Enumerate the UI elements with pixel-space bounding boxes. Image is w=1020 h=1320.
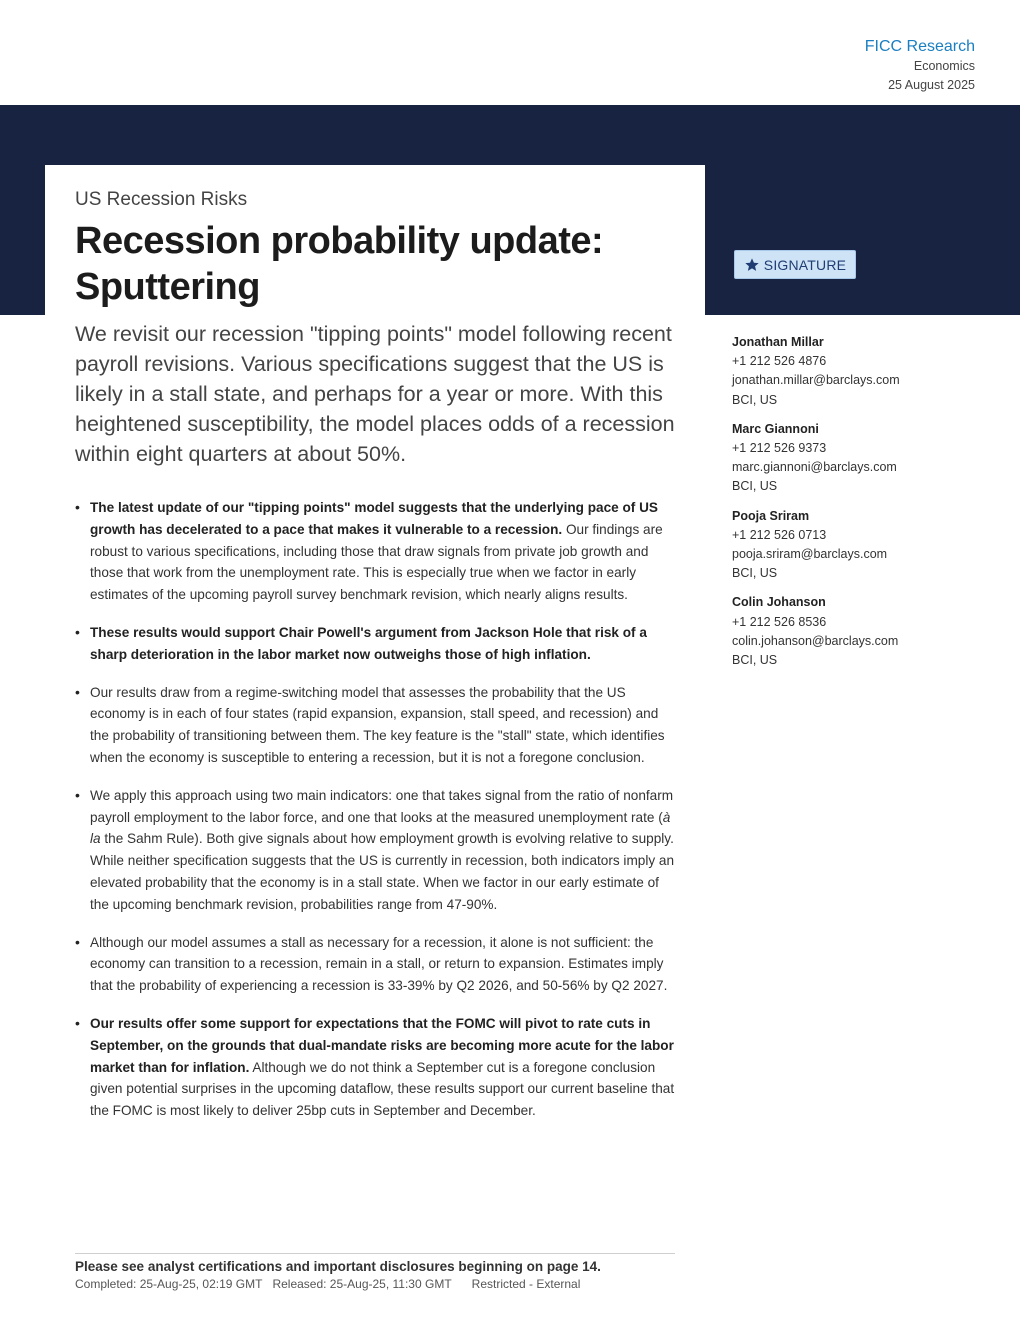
analyst-entity: BCI, US [732, 566, 778, 581]
analyst-name: Pooja Sriram [732, 508, 810, 523]
footer-divider [75, 1253, 675, 1254]
key-point-italic: à la [90, 809, 671, 847]
disclosure-note: Please see analyst certifications and important disclosures beginning on page 14. [75, 1259, 601, 1274]
key-point-text: Although our model assumes a stall as necessary for a recession, it alone is not sufficient: the economy can transition to a recession, remain in a stall, or return to expansion. Estimates imply that the probability of experiencing a recession is 33-39% by Q2 2026, and 50-56% by Q2 2027. [90, 934, 668, 994]
report-header [865, 37, 975, 95]
key-point-text: Our findings are robust to various specifications, including those that draw signals from private job growth and those that work from the unemployment rate. This is especially true when we factor in early estimates of the upcoming payroll survey benchmark revision, which nearly aligns results. [90, 521, 663, 603]
key-point [75, 1013, 678, 1122]
key-point-text: Our results draw from a regime-switching model that assesses the probability that the US economy is in each of four states (rapid expansion, expansion, stall speed, and recession) and the probability of transitioning between them. The key feature is the "stall" state, which identifies when the economy is susceptible to entering a recession, but it is not a foregone conclusion. [90, 684, 665, 765]
key-points-list [75, 497, 678, 1138]
signature-badge [734, 250, 856, 279]
key-point-lead: The latest update of our "tipping points" model suggests that the underlying pace of US growth has decelerated to a pace that makes it vulnerable to a recession. [90, 500, 658, 537]
analyst-email[interactable]: colin.johanson@barclays.com [732, 633, 899, 648]
star-icon [744, 257, 760, 273]
badge-label: SIGNATURE [763, 256, 847, 273]
department: Economics [913, 59, 975, 73]
brand-name: FICC Research [864, 38, 975, 55]
analyst-list [732, 333, 992, 680]
report-title [75, 218, 695, 310]
key-point [75, 682, 678, 769]
key-point-text: Although we do not think a September cut is a foregone conclusion given potential surprises in the upcoming dataflow, these results support our current baseline that the FOMC is most likely to deliver 25bp cuts in September and December. [90, 1059, 675, 1119]
analyst-name: Colin Johanson [732, 595, 826, 610]
released-time: Released: 25-Aug-25, 11:30 GMT [272, 1277, 452, 1291]
key-point [75, 622, 678, 666]
analyst-email[interactable]: marc.giannoni@barclays.com [732, 460, 897, 475]
analyst-card [732, 593, 992, 670]
report-date: 25 August 2025 [888, 78, 975, 92]
key-point [75, 497, 678, 606]
analyst-entity: BCI, US [732, 479, 778, 494]
completed-time: Completed: 25-Aug-25, 02:19 GMT [75, 1277, 263, 1291]
key-point [75, 932, 678, 997]
analyst-phone: +1 212 526 9373 [732, 441, 827, 456]
analyst-card [732, 333, 992, 410]
analyst-email[interactable]: pooja.sriram@barclays.com [732, 547, 888, 562]
key-point-text: the Sahm Rule). Both give signals about how employment growth is evolving relative to supply. While neither specification suggests that the US is currently in recession, both indicators imply an elevated probability that the economy is in a stall state. When we factor in our early estimate of the upcoming benchmark revision, probabilities range from 47-90%. [90, 831, 675, 912]
footer-metadata [75, 1276, 590, 1292]
key-point-lead: These results would support Chair Powell's argument from Jackson Hole that risk of a sharp deterioration in the labor market now outweighs those of high inflation. [90, 624, 647, 662]
classification-label: Restricted - External [471, 1277, 581, 1291]
key-point [75, 785, 678, 916]
analyst-name: Jonathan Millar [732, 335, 824, 349]
analyst-name: Marc Giannoni [732, 421, 819, 436]
report-kicker: US Recession Risks [75, 189, 248, 210]
key-point-text: We apply this approach using two main indicators: one that takes signal from the ratio of nonfarm payroll employment to the labor force, and one that looks at the measured unemployment rate ( [90, 787, 674, 825]
analyst-entity: BCI, US [732, 653, 778, 668]
analyst-phone: +1 212 526 8536 [732, 614, 827, 629]
analyst-phone: +1 212 526 4876 [732, 354, 827, 369]
analyst-entity: BCI, US [732, 392, 778, 407]
analyst-card [732, 507, 992, 584]
title-line-1: Recession probability update: [75, 220, 604, 262]
report-abstract: We revisit our recession "tipping points" model following recent payroll revisions. Various specifications suggest that the US is likely in a stall state, and perhaps for a year or more. With this heightened susceptibility, the model places odds of a recession within eight quarters at about 50%. [75, 322, 675, 466]
analyst-phone: +1 212 526 0713 [732, 527, 827, 542]
analyst-email[interactable]: jonathan.millar@barclays.com [732, 373, 900, 388]
title-line-2: Sputtering [75, 266, 260, 308]
analyst-card [732, 420, 992, 497]
key-point-lead: Our results offer some support for expectations that the FOMC will pivot to rate cuts in September, on the grounds that dual-mandate risks are becoming more acute for the labor market than for inflation. [90, 1015, 674, 1075]
